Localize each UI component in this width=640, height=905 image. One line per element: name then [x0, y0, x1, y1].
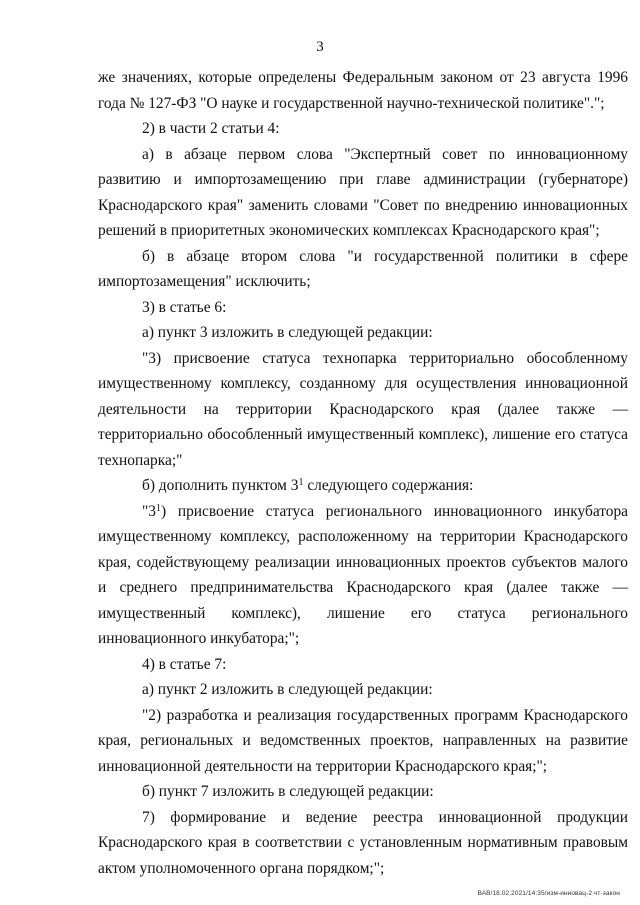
paragraph-text: ) присвоение статуса регионального инновационного инкубатора имущественному комплексу, расположенному на территории Краснодарского края, содействующему реализации инновационных проектов субъектов малого и среднего предпринимательства Краснодарского края (далее также — имущественный комплекс), лишение его статуса регионального инновационного инкубатора;"; — [98, 502, 628, 647]
paragraph — [98, 473, 628, 499]
paragraph: а) пункт 3 изложить в следующей редакции: — [142, 324, 433, 341]
paragraph: 3) в статье 6: — [142, 298, 227, 316]
paragraph: 7) формирование и ведение реестра инновационной продукции Краснодарского края в соответствии с установленным нормативным правовым актом уполномоченного органа порядком;"; — [98, 808, 628, 877]
paragraph: а) пункт 2 изложить в следующей редакции: — [142, 681, 433, 698]
paragraph: 4) в статье 7: — [142, 655, 227, 673]
paragraph: же значениях, которые определены Федеральным законом от 23 августа 1996 года № 127-ФЗ "О науке и государственной научно-технической политике"."; — [98, 69, 628, 112]
paragraph-text: б) дополнить пунктом 3 — [142, 477, 299, 494]
document-body — [98, 65, 628, 881]
paragraph: "2) разработка и реализация государственных программ Краснодарского края, региональных и ведомственных проектов, направленных на развитие инновационной деятельности на территории Краснодарского края;"; — [98, 706, 628, 775]
paragraph-text: "3 — [142, 502, 156, 520]
paragraph: "3) присвоение статуса технопарка территориально обособленному имущественному комплексу, созданному для осуществления инновационной деятельности на территории Краснодарского края (далее также — территориально обособленный имущественный комплекс), лишение его статуса технопарка;" — [98, 349, 628, 469]
page-number: 3 — [316, 39, 324, 55]
paragraph: 2) в части 2 статьи 4: — [142, 120, 280, 137]
superscript: 1 — [155, 502, 161, 514]
paragraph: б) пункт 7 изложить в следующей редакции: — [142, 783, 434, 800]
paragraph-text: следующего содержания: — [303, 477, 474, 494]
paragraph: а) в абзаце первом слова "Экспертный совет по инновационному развитию и импортозамещению при главе администрации (губернаторе) Краснодарского края" заменить словами "Совет по внедрению инновационных решений в приоритетных экономических комплексах Краснодарского края"; — [98, 145, 628, 239]
document-stamp: ВАВ/18.02.2021/14:35/изм-инновац-2 чт-закон — [477, 890, 620, 897]
superscript: 1 — [298, 477, 304, 488]
paragraph — [98, 499, 628, 652]
paragraph: б) в абзаце втором слова "и государственной политики в сфере импортозамещения" исключить; — [98, 247, 628, 290]
